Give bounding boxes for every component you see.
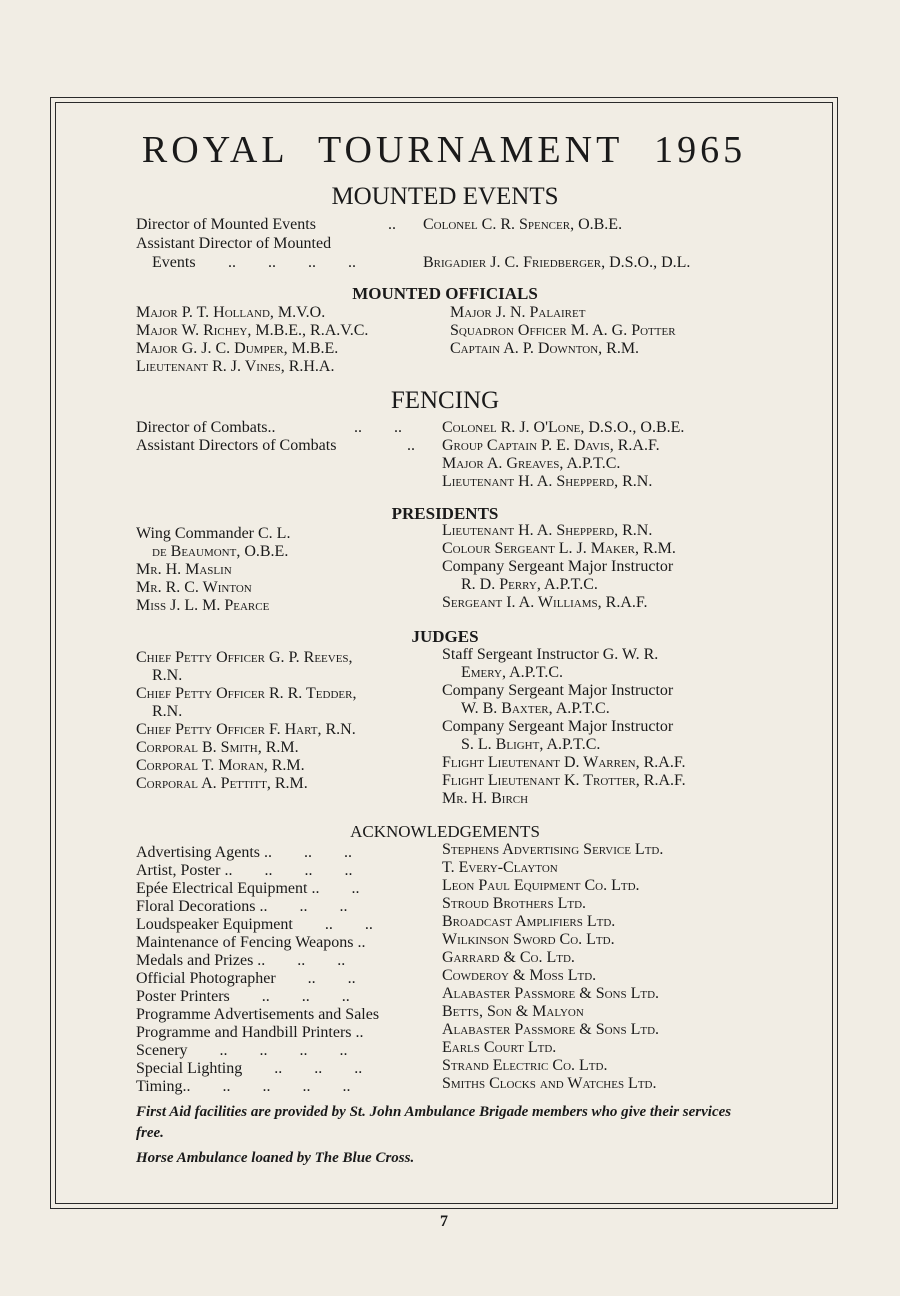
judges-heading: JUDGES: [411, 627, 479, 646]
ack-supplier: Earls Court Ltd.: [442, 1039, 557, 1056]
judge-name: Corporal T. Moran, R.M.: [136, 757, 305, 774]
first-aid-note: First Aid facilities are provided by St. John Ambulance Brigade members who give their services free.: [136, 1104, 732, 1141]
president-name: Mr. R. C. Winton: [136, 579, 252, 596]
official-name: Major J. N. Palairet: [450, 304, 586, 321]
role-label: Director of Mounted Events: [136, 216, 316, 233]
ack-supplier: Stroud Brothers Ltd.: [442, 895, 587, 912]
role-holder: Colonel R. J. O'Lone, D.S.O., O.B.E.: [442, 419, 685, 436]
fencing-heading: FENCING: [390, 387, 500, 414]
official-name: Captain A. P. Downton, R.M.: [450, 340, 640, 357]
judge-name: Company Sergeant Major Instructor: [442, 682, 674, 699]
judge-name: R.N.: [152, 667, 183, 684]
leader-dots: .. .. .. ..: [228, 254, 356, 271]
role-holder: Major A. Greaves, A.P.T.C.: [442, 455, 621, 472]
ack-supplier: Garrard & Co. Ltd.: [442, 949, 575, 966]
president-name: Wing Commander C. L.: [136, 525, 291, 542]
president-name: Sergeant I. A. Williams, R.A.F.: [442, 594, 648, 611]
judge-name: Company Sergeant Major Instructor: [442, 718, 674, 735]
official-name: Major W. Richey, M.B.E., R.A.V.C.: [136, 322, 369, 339]
official-name: Squadron Officer M. A. G. Potter: [450, 322, 676, 339]
president-name: Lieutenant H. A. Shepperd, R.N.: [442, 522, 653, 539]
leader-dots: .. ..: [354, 419, 402, 436]
ack-category: Floral Decorations .. .. ..: [136, 898, 348, 915]
mounted-officials-heading: MOUNTED OFFICIALS: [352, 284, 538, 303]
president-name: R. D. Perry, A.P.T.C.: [461, 576, 598, 593]
role-label: Director of Combats..: [136, 419, 276, 436]
president-name: Company Sergeant Major Instructor: [442, 558, 674, 575]
official-name: Major P. T. Holland, M.V.O.: [136, 304, 326, 321]
horse-ambulance-note: Horse Ambulance loaned by The Blue Cross.: [136, 1150, 415, 1166]
judge-name: Chief Petty Officer F. Hart, R.N.: [136, 721, 356, 738]
judge-name: Chief Petty Officer R. R. Tedder,: [136, 685, 357, 702]
role-holder: Lieutenant H. A. Shepperd, R.N.: [442, 473, 653, 490]
ack-category: Medals and Prizes .. .. ..: [136, 952, 346, 969]
leader-dots: ..: [388, 216, 396, 233]
president-name: de Beaumont, O.B.E.: [152, 543, 289, 560]
ack-category: Scenery .. .. .. ..: [136, 1042, 348, 1059]
ack-supplier: Alabaster Passmore & Sons Ltd.: [442, 1021, 660, 1038]
leader-dots: ..: [407, 437, 415, 454]
judge-name: Emery, A.P.T.C.: [461, 664, 564, 681]
judge-name: Corporal B. Smith, R.M.: [136, 739, 299, 756]
mounted-events-heading: MOUNTED EVENTS: [331, 183, 559, 210]
ack-supplier: Cowderoy & Moss Ltd.: [442, 967, 597, 984]
ack-supplier: Wilkinson Sword Co. Ltd.: [442, 931, 615, 948]
president-name: Colour Sergeant L. J. Maker, R.M.: [442, 540, 676, 557]
role-label: Assistant Directors of Combats: [136, 437, 337, 454]
ack-supplier: Betts, Son & Malyon: [442, 1003, 584, 1020]
official-name: Major G. J. C. Dumper, M.B.E.: [136, 340, 339, 357]
ack-supplier: Strand Electric Co. Ltd.: [442, 1057, 608, 1074]
judge-name: W. B. Baxter, A.P.T.C.: [461, 700, 610, 717]
ack-category: Epée Electrical Equipment .. ..: [136, 880, 360, 897]
ack-supplier: Broadcast Amplifiers Ltd.: [442, 913, 616, 930]
role-holder: Brigadier J. C. Friedberger, D.S.O., D.L.: [423, 254, 691, 271]
ack-category: Special Lighting .. .. ..: [136, 1060, 363, 1077]
role-label: Events: [152, 254, 196, 271]
president-name: Mr. H. Maslin: [136, 561, 232, 578]
judge-name: Mr. H. Birch: [442, 790, 529, 807]
judge-name: S. L. Blight, A.P.T.C.: [461, 736, 601, 753]
official-name: Lieutenant R. J. Vines, R.H.A.: [136, 358, 335, 375]
ack-supplier: T. Every-Clayton: [442, 859, 558, 876]
judge-name: Chief Petty Officer G. P. Reeves,: [136, 649, 353, 666]
ack-category: Timing.. .. .. .. ..: [136, 1078, 351, 1095]
ack-category: Official Photographer .. ..: [136, 970, 356, 987]
judge-name: Flight Lieutenant K. Trotter, R.A.F.: [442, 772, 686, 789]
ack-category: Advertising Agents .. .. ..: [136, 844, 352, 861]
role-holder: Group Captain P. E. Davis, R.A.F.: [442, 437, 660, 454]
judge-name: Staff Sergeant Instructor G. W. R.: [442, 646, 659, 663]
page-title: ROYAL TOURNAMENT 1965: [141, 129, 747, 171]
ack-supplier: Leon Paul Equipment Co. Ltd.: [442, 877, 640, 894]
ack-category: Loudspeaker Equipment .. ..: [136, 916, 373, 933]
ack-category: Programme Advertisements and Sales: [136, 1006, 380, 1023]
acknowledgements-heading: ACKNOWLEDGEMENTS: [350, 822, 540, 841]
ack-category: Maintenance of Fencing Weapons ..: [136, 934, 366, 951]
ack-category: Programme and Handbill Printers ..: [136, 1024, 364, 1041]
judge-name: R.N.: [152, 703, 183, 720]
role-holder: Colonel C. R. Spencer, O.B.E.: [423, 216, 623, 233]
ack-supplier: Stephens Advertising Service Ltd.: [442, 841, 664, 858]
ack-supplier: Alabaster Passmore & Sons Ltd.: [442, 985, 660, 1002]
president-name: Miss J. L. M. Pearce: [136, 597, 270, 614]
presidents-heading: PRESIDENTS: [391, 504, 499, 523]
page-number: 7: [440, 1213, 448, 1230]
judge-name: Corporal A. Pettitt, R.M.: [136, 775, 308, 792]
ack-category: Artist, Poster .. .. .. ..: [136, 862, 353, 879]
ack-supplier: Smiths Clocks and Watches Ltd.: [442, 1075, 657, 1092]
role-label: Assistant Director of Mounted: [136, 235, 332, 252]
judge-name: Flight Lieutenant D. Warren, R.A.F.: [442, 754, 686, 771]
ack-category: Poster Printers .. .. ..: [136, 988, 350, 1005]
